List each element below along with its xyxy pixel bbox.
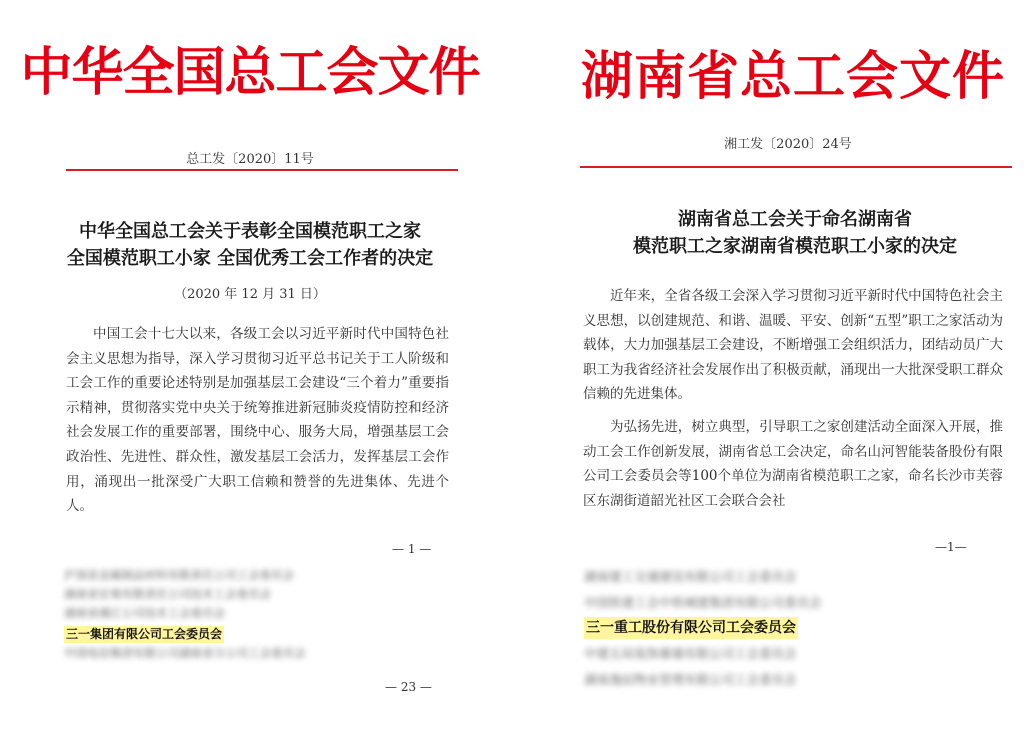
right-award-list — [584, 564, 822, 692]
left-list-item: 中国电信集团有限公司湖南省分公司工会委员会 — [64, 646, 306, 660]
left-list-item: 沪深县金属制品材料有限责任公司工会委员会 — [64, 568, 294, 582]
right-page-number: —1— — [935, 540, 967, 554]
left-list-item: 湖南省湘江公司技术工会委员会 — [64, 606, 225, 620]
right-doc-paragraph-1: 近年来，全省各级工会深入学习贯彻习近平新时代中国特色社会主义思想，以创建规范、和谐、温暖、平安、创新“五型”职工之家活动为载体，大力加强基层工会建设，不断增强工会组织活力，团结动员广大职工为我省经济社会发展作出了积极贡献，涌现出一大批深受职工群众信赖的先进集体。 — [583, 288, 1003, 403]
right-doc-title — [570, 206, 1020, 260]
left-doc-header: 中华全国总工会文件 — [20, 42, 480, 103]
right-document — [540, 0, 1036, 731]
right-title-line-2: 模范职工之家湖南省模范职工小家的决定 — [633, 236, 957, 257]
left-list-item: 湖南省宏观有限责任公司技术工会委员会 — [64, 587, 271, 601]
right-doc-paragraph-2: 为弘扬先进，树立典型，引导职工之家创建活动全面深入开展，推动工会工作创新发展，湖南省总工会决定，命名山河智能装备股份有限公司工会委员会等100个单位为湖南省模范职工之家，命名长沙市芙蓉区东湖街道韶光社区工会联合会社 — [583, 419, 1003, 509]
left-doc-body: 中国工会十七大以来，各级工会以习近平新时代中国特色社会主义思想为指导，深入学习贯彻习近平总书记关于工人阶级和工会工作的重要论述特别是加强基层工会建设“三个着力”重要指示精神，贯彻落实党中央关于统筹推进新冠肺炎疫情防控和经济社会发展工作的重要部署，围绕中心、服务大局，增强基层工会政治性、先进性、群众性，激发基层工会活力，发挥基层工会作用，涌现出一批深受广大职工信赖和赞誉的先进集体、先进个人。 — [66, 326, 449, 515]
right-list-item: 中国铁建工会中铁城建集团有限公司委员会 — [584, 594, 822, 610]
right-title-line-1: 湖南省总工会关于命名湖南省 — [678, 209, 912, 230]
left-doc-title — [40, 218, 460, 272]
left-doc-number: 总工发〔2020〕11号 — [186, 152, 314, 167]
left-last-page-number: — 23 — — [385, 680, 432, 694]
left-highlighted-item: 三一集团有限公司工会委员会 — [66, 627, 223, 641]
left-award-list — [64, 566, 306, 663]
right-list-item: 中建五局装饰幕墙有限公司工会委员会 — [584, 646, 797, 661]
right-list-item: 湖南建工交通建设有限公司工会委员会 — [584, 569, 797, 584]
left-doc-date: （2020 年 12 月 31 日） — [174, 287, 326, 302]
left-title-line-1: 中华全国总工会关于表彰全国模范职工之家 — [79, 221, 421, 242]
left-title-line-2: 全国模范职工小家 全国优秀工会工作者的决定 — [66, 248, 434, 269]
left-page-number: — 1 — — [392, 542, 432, 556]
left-red-divider — [66, 169, 458, 171]
left-document — [0, 0, 500, 731]
right-doc-header: 湖南省总工会文件 — [580, 46, 1005, 107]
right-highlighted-item: 三一重工股份有限公司工会委员会 — [584, 617, 798, 639]
right-list-item: 湖南逸辰物业管理有限公司工会委员会 — [584, 671, 797, 687]
right-red-divider — [580, 166, 1012, 168]
right-doc-number: 湘工发〔2020〕24号 — [724, 137, 852, 152]
